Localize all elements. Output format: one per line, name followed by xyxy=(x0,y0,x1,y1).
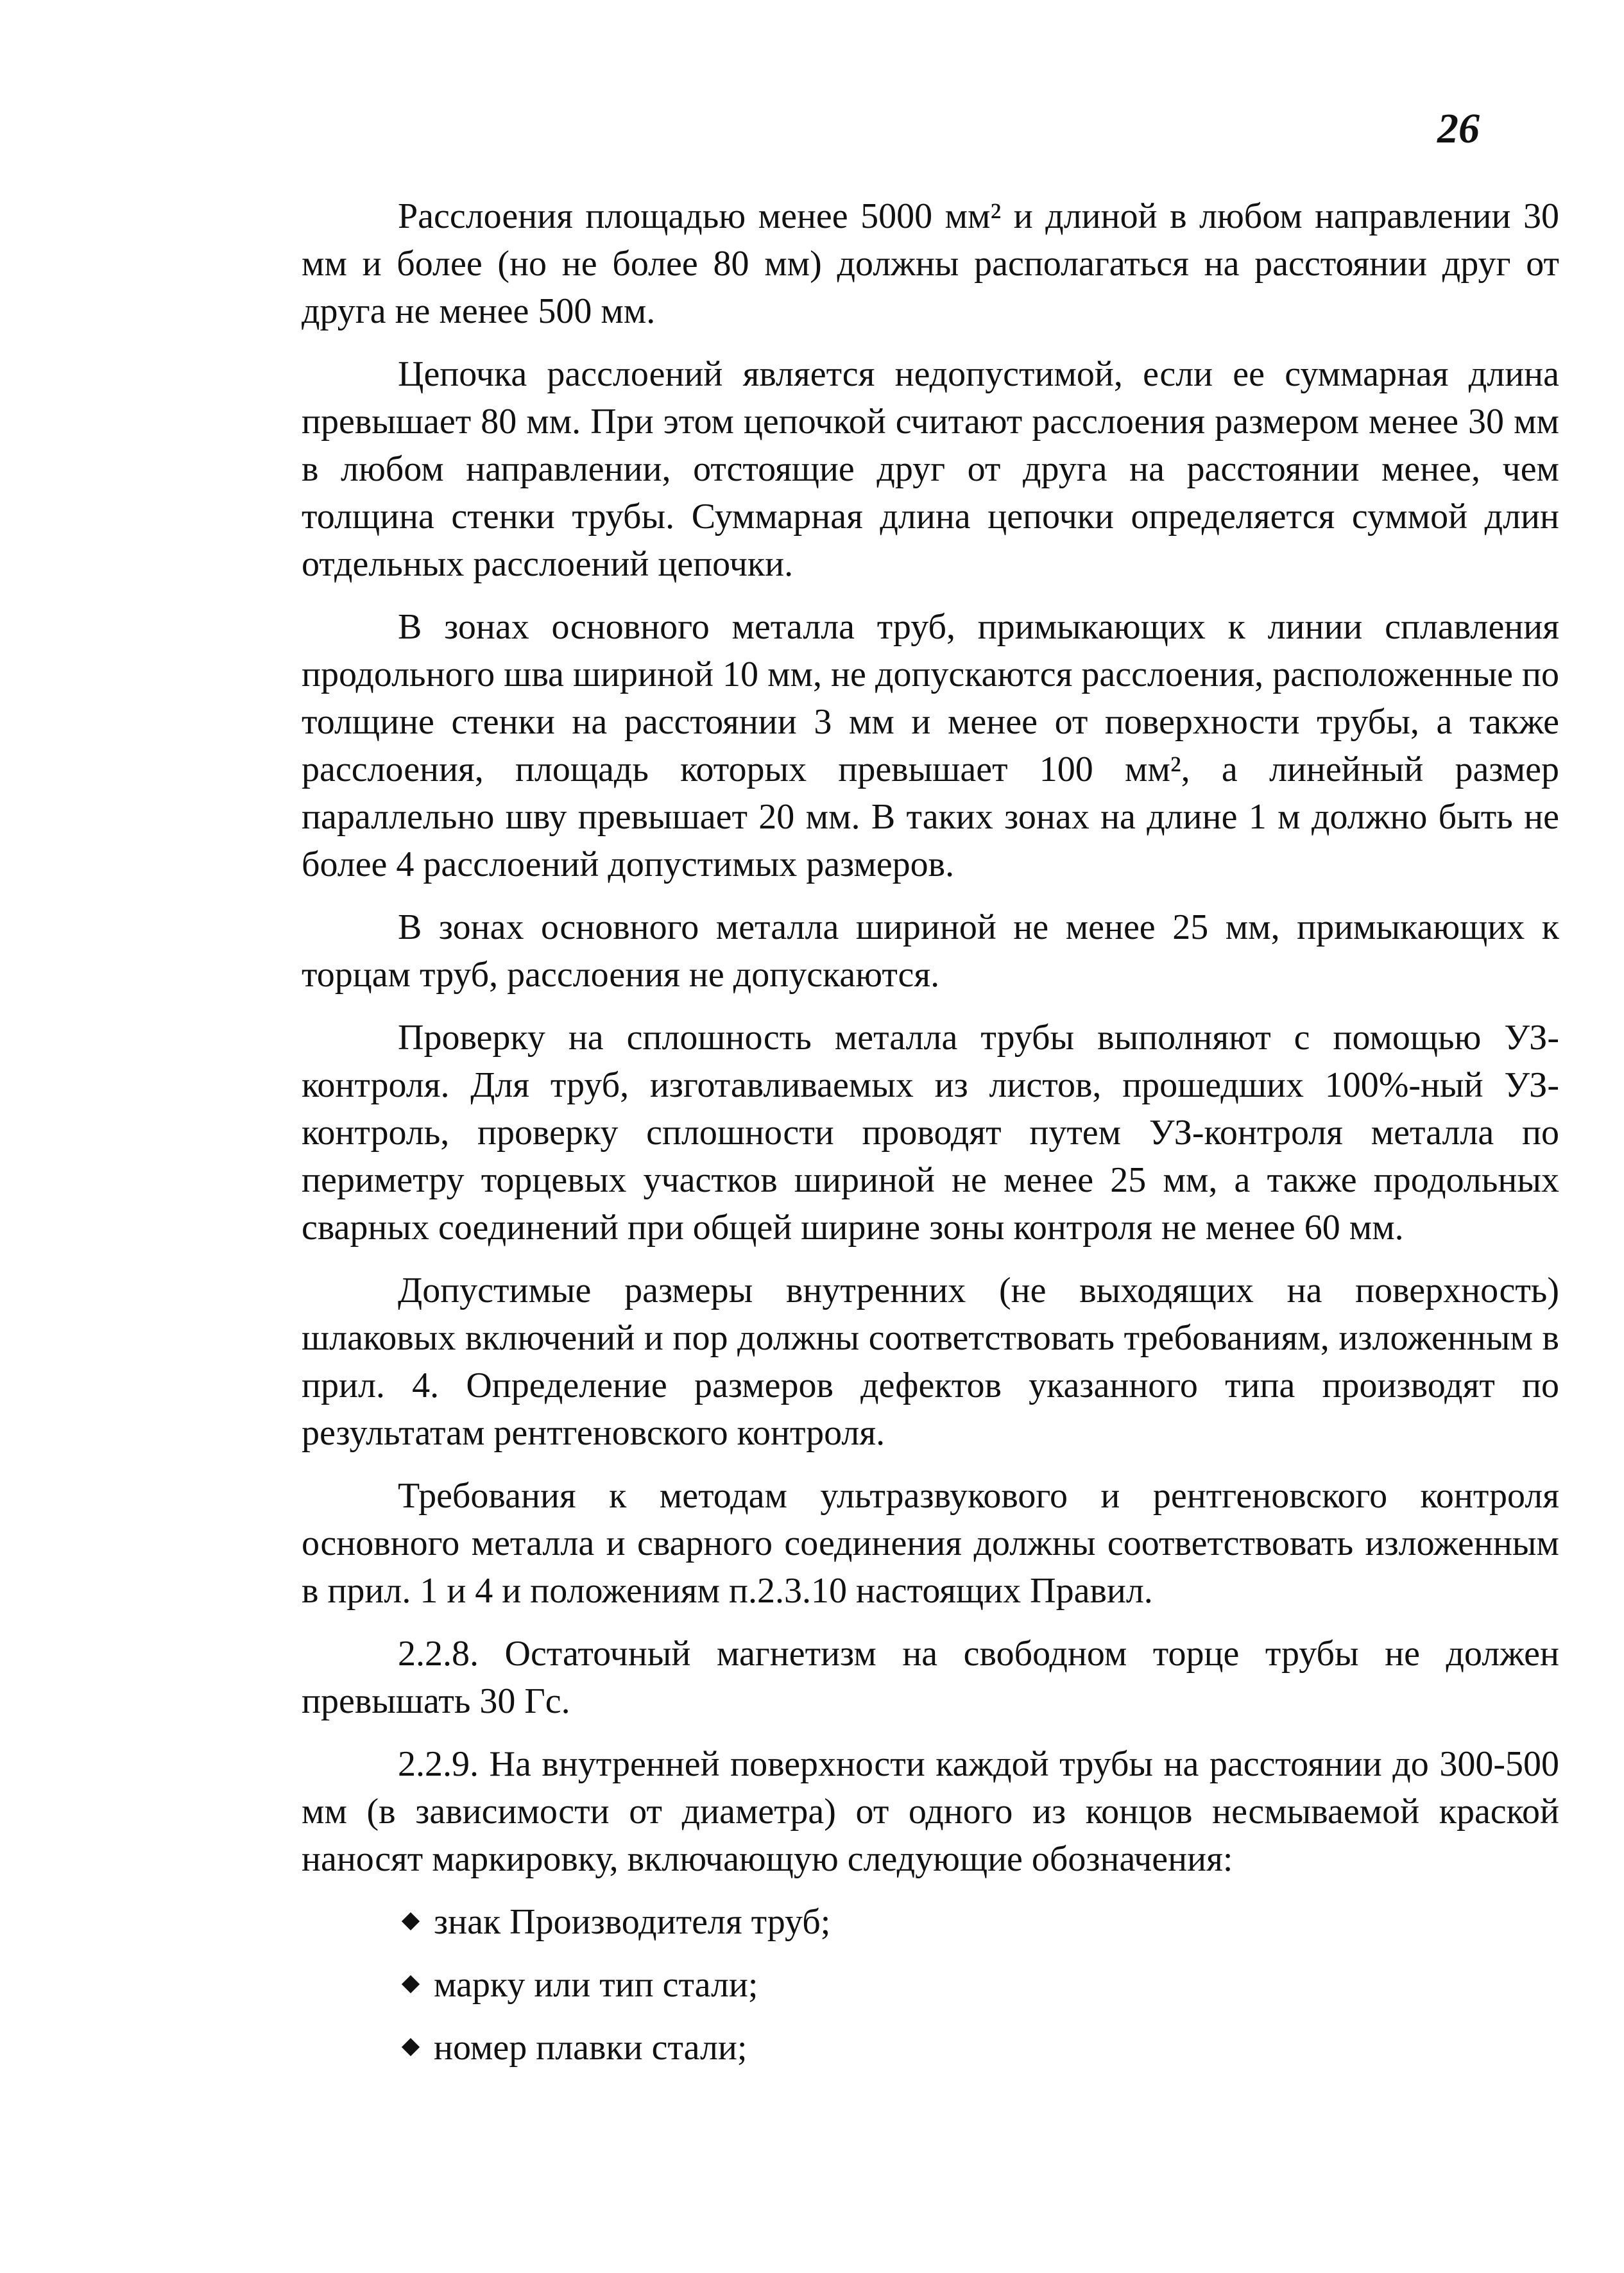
paragraph-slag-inclusions: Допустимые размеры внутренних (не выходящих на поверхность) шлаковых включений и пор должны соответствовать требованиям, изложенным в прил. 4. Определение размеров дефектов указанного типа производят по результатам рентгеновского контроля. xyxy=(302,1271,1559,1453)
list-item-text: марку или тип стали; xyxy=(434,1965,758,2005)
list-item-text: номер плавки стали; xyxy=(434,2028,748,2068)
diamond-bullet-icon xyxy=(402,1912,420,1930)
list-item xyxy=(404,1961,1559,2009)
list-item xyxy=(404,1898,1559,1946)
page-content xyxy=(302,193,1559,2087)
paragraph-section-2-2-8: 2.2.8. Остаточный магнетизм на свободном торце трубы не должен превышать 30 Гс. xyxy=(302,1634,1559,1721)
diamond-bullet-icon xyxy=(402,1975,420,1993)
paragraph-ultrasonic-check: Проверку на сплошность металла трубы выполняют с помощью УЗ-контроля. Для труб, изготавливаемых из листов, прошедших 100%-ный УЗ-контроль, проверку сплошности проводят путем УЗ-контроля металла по периметру торцевых участков шириной не менее 25 мм, а также продольных сварных соединений при общей ширине зоны контроля не менее 60 мм. xyxy=(302,1018,1559,1248)
paragraph-delamination-area: Расслоения площадью менее 5000 мм² и длиной в любом направлении 30 мм и более (но не более 80 мм) должны располагаться на расстоянии друг от друга не менее 500 мм. xyxy=(302,196,1559,331)
paragraph-end-zone: В зонах основного металла шириной не менее 25 мм, примыкающих к торцам труб, расслоения не допускаются. xyxy=(302,907,1559,995)
paragraph-section-2-2-9: 2.2.9. На внутренней поверхности каждой трубы на расстоянии до 300-500 мм (в зависимости от диаметра) от одного из концов несмываемой краской наносят маркировку, включающую следующие обозначения: xyxy=(302,1744,1559,1879)
marking-list xyxy=(302,1898,1559,2071)
paragraph-control-methods: Требования к методам ультразвукового и рентгеновского контроля основного металла и сварного соединения должны соответствовать изложенным в прил. 1 и 4 и положениям п.2.3.10 настоящих Правил. xyxy=(302,1476,1559,1611)
diamond-bullet-icon xyxy=(402,2038,420,2056)
paragraph-delamination-chain: Цепочка расслоений является недопустимой, если ее суммарная длина превышает 80 мм. При этом цепочкой считают расслоения размером менее 30 мм в любом направлении, отстоящие друг от друга на расстоянии менее, чем толщина стенки трубы. Суммарная длина цепочки определяется суммой длин отдельных расслоений цепочки. xyxy=(302,354,1559,584)
list-item xyxy=(404,2024,1559,2071)
page-number: 26 xyxy=(1437,105,1480,152)
paragraph-weld-zone: В зонах основного металла труб, примыкающих к линии сплавления продольного шва шириной 10 мм, не допускаются расслоения, расположенные по толщине стенки на расстоянии 3 мм и менее от поверхности трубы, а также расслоения, площадь которых превышает 100 мм², а линейный размер параллельно шву превышает 20 мм. В таких зонах на длине 1 м должно быть не более 4 расслоений допустимых размеров. xyxy=(302,607,1559,884)
list-item-text: знак Производителя труб; xyxy=(434,1902,831,1942)
